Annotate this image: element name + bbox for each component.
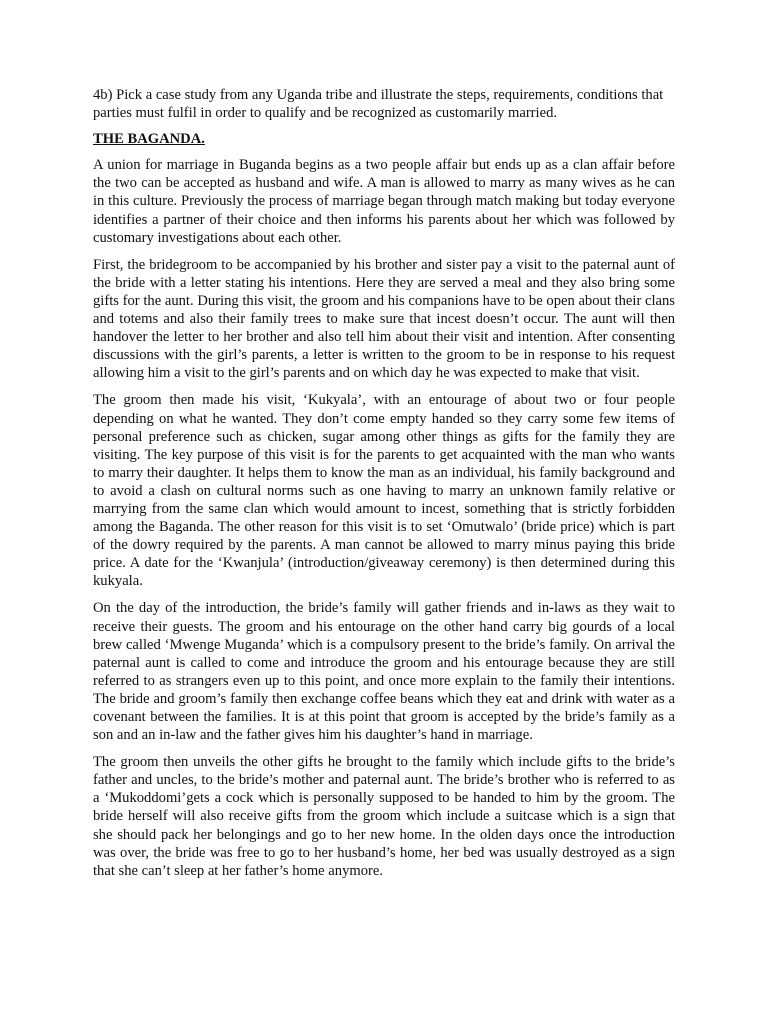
section-heading: THE BAGANDA. bbox=[93, 131, 205, 148]
paragraph-aunt-visit: First, the bridegroom to be accompanied by his brother and sister pay a visit to the paternal aunt of the bride with a letter stating his intentions. Here they are served a meal and they also bring some gifts for the aunt. During this visit, the groom and his companions have to be open about their clans and totems and also their family trees to make sure that incest doesn’t occur. The aunt will then handover the letter to her brother and also tell him about their visit and intention. After consenting discussions with the girl’s parents, a letter is written to the groom to be in response to his request allowing him a visit to the girl’s parents and on which day he was expected to make that visit. bbox=[93, 256, 675, 382]
question-text: 4b) Pick a case study from any Uganda tribe and illustrate the steps, requirements, conditions that parties must fulfil in order to qualify and be recognized as customarily married. bbox=[93, 87, 664, 122]
paragraph-intro: A union for marriage in Buganda begins as a two people affair but ends up as a clan affair before the two can be accepted as husband and wife. A man is allowed to marry as many wives as he can in this culture. Previously the process of marriage began through match making but today everyone identifies a partner of their choice and then informs his parents about her which was followed by customary investigations about each other. bbox=[93, 157, 675, 246]
paragraph-kukyala: The groom then made his visit, ‘Kukyala’, with an entourage of about two or four people depending on what he wanted. They don’t come empty handed so they carry some few items of personal preference such as chicken, sugar among other things as gifts for the family they are visiting. The key purpose of this visit is for the parents to get acquainted with the man who wants to marry their daughter. It helps them to know the man as an individual, his family background and to avoid a clash on cultural norms such as one having to marry an unknown family relative or marrying from the same clan which would amount to incest, something that is strictly forbidden among the Baganda. The other reason for this visit is to set ‘Omutwalo’ (bride price) which is part of the dowry required by the parents. A man cannot be allowed to marry minus paying this bride price. A date for the ‘Kwanjula’ (introduction/giveaway ceremony) is then determined during this kukyala. bbox=[93, 392, 675, 590]
document-page bbox=[93, 86, 675, 889]
paragraph-introduction-day: On the day of the introduction, the bride’s family will gather friends and in-laws as they wait to receive their guests. The groom and his entourage on the other hand carry big gourds of a local brew called ‘Mwenge Muganda’ which is a compulsory present to the bride’s family. On arrival the paternal aunt is called to come and introduce the groom and his entourage because they are still referred to as strangers even up to this point, and once more explain to the family their intentions. The bride and groom’s family then exchange coffee beans which they eat and drink with water as a covenant between the families. It is at this point that groom is accepted by the bride’s family as a son and an in-law and the father gives him his daughter’s hand in marriage. bbox=[93, 600, 675, 744]
paragraph-gifts: The groom then unveils the other gifts he brought to the family which include gifts to the bride’s father and uncles, to the bride’s mother and paternal aunt. The bride’s brother who is referred to as a ‘Mukoddomi’gets a cock which is personally supposed to be handed to him by the groom. The bride herself will also receive gifts from the groom which include a suitcase which is a sign that she should pack her belongings and go to her new home. In the olden days once the introduction was over, the bride was free to go to her husband’s home, her bed was usually destroyed as a sign that she can’t sleep at her father’s home anymore. bbox=[93, 754, 675, 879]
